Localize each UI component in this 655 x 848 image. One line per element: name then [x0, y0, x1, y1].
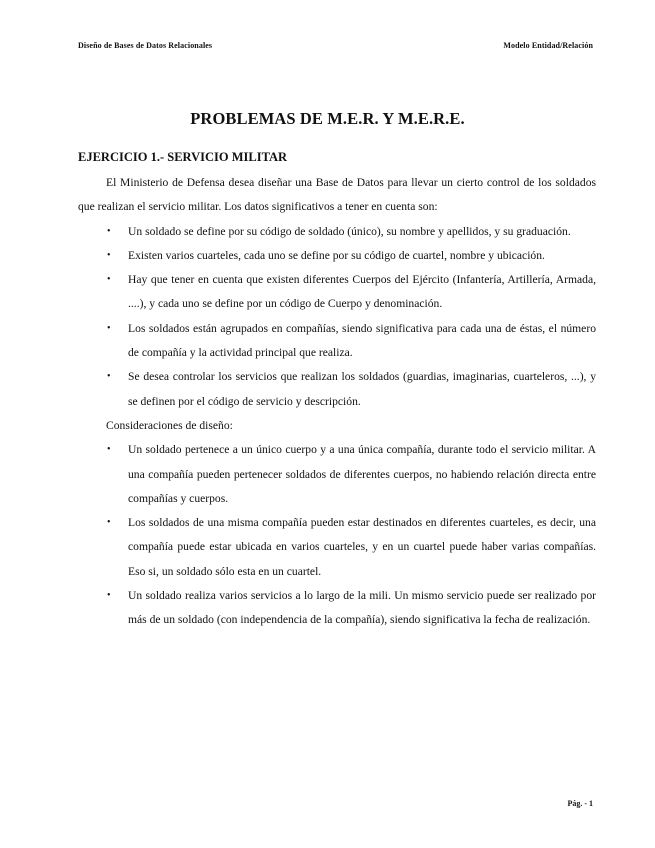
bullet-marker: • — [107, 274, 111, 286]
bullet-marker: • — [107, 371, 111, 383]
bullet-marker: • — [107, 444, 111, 456]
list-item — [78, 511, 596, 584]
list-item — [78, 317, 596, 366]
bullet-marker: • — [107, 322, 111, 334]
list-item-text: Los soldados están agrupados en compañías, siendo significativa para cada una de éstas, el número de compañía y la actividad principal que realiza. — [128, 321, 596, 360]
bullet-marker: • — [107, 517, 111, 529]
document-title: PROBLEMAS DE M.E.R. Y M.E.R.E. — [190, 109, 465, 128]
list-item-text: Un soldado se define por su código de soldado (único), su nombre y apellidos, y su graduación. — [128, 224, 571, 238]
exercise-body — [78, 171, 596, 633]
list-item-text: Se desea controlar los servicios que realizan los soldados (guardias, imaginarias, cuarteleros, ...), y se definen por el código de servicio y descripción. — [128, 370, 596, 408]
list-item — [78, 438, 596, 511]
exercise-heading: EJERCICIO 1.- SERVICIO MILITAR — [78, 150, 288, 164]
list-item — [78, 268, 596, 317]
running-header-right: Modelo Entidad/Relación — [503, 41, 593, 50]
list-item — [78, 584, 596, 633]
list-item — [78, 220, 596, 244]
list-item-text: Hay que tener en cuenta que existen diferentes Cuerpos del Ejército (Infantería, Artillería, Armada, ....), y cada uno se define por un código de Cuerpo y denominación. — [128, 273, 596, 311]
list-item-text: Los soldados de una misma compañía pueden estar destinados en diferentes cuarteles, es decir, una compañía puede estar ubicada en varios cuarteles, y en un cuartel puede haber varias compañías. Eso si, un soldado sólo esta en un cuartel. — [128, 516, 596, 578]
considerations-label: Consideraciones de diseño: — [106, 418, 233, 432]
data-items-list — [78, 220, 596, 414]
bullet-marker: • — [107, 590, 111, 602]
intro-paragraph: El Ministerio de Defensa desea diseñar una Base de Datos para llevar un cierto control de los soldados que realizan el servicio militar. Los datos significativos a tener en cuenta son: — [78, 176, 596, 214]
list-item — [78, 365, 596, 414]
bullet-marker: • — [107, 249, 111, 261]
list-item-text: Un soldado pertenece a un único cuerpo y a una única compañía, durante todo el servicio militar. A una compañía pueden pertenecer soldados de diferentes cuerpos, no habiendo relación directa entre compañías y cuerpos. — [128, 443, 596, 505]
page-number: Pág. - 1 — [567, 799, 593, 808]
list-item — [78, 244, 596, 268]
running-header-left: Diseño de Bases de Datos Relacionales — [78, 41, 213, 50]
list-item-text: Un soldado realiza varios servicios a lo largo de la mili. Un mismo servicio puede ser realizado por más de un soldado (con independencia de la compañía), siendo significativa la fecha de realización. — [128, 589, 596, 627]
bullet-marker: • — [107, 225, 111, 237]
considerations-list — [78, 438, 596, 632]
list-item-text: Existen varios cuarteles, cada uno se define por su código de cuartel, nombre y ubicación. — [128, 248, 545, 262]
